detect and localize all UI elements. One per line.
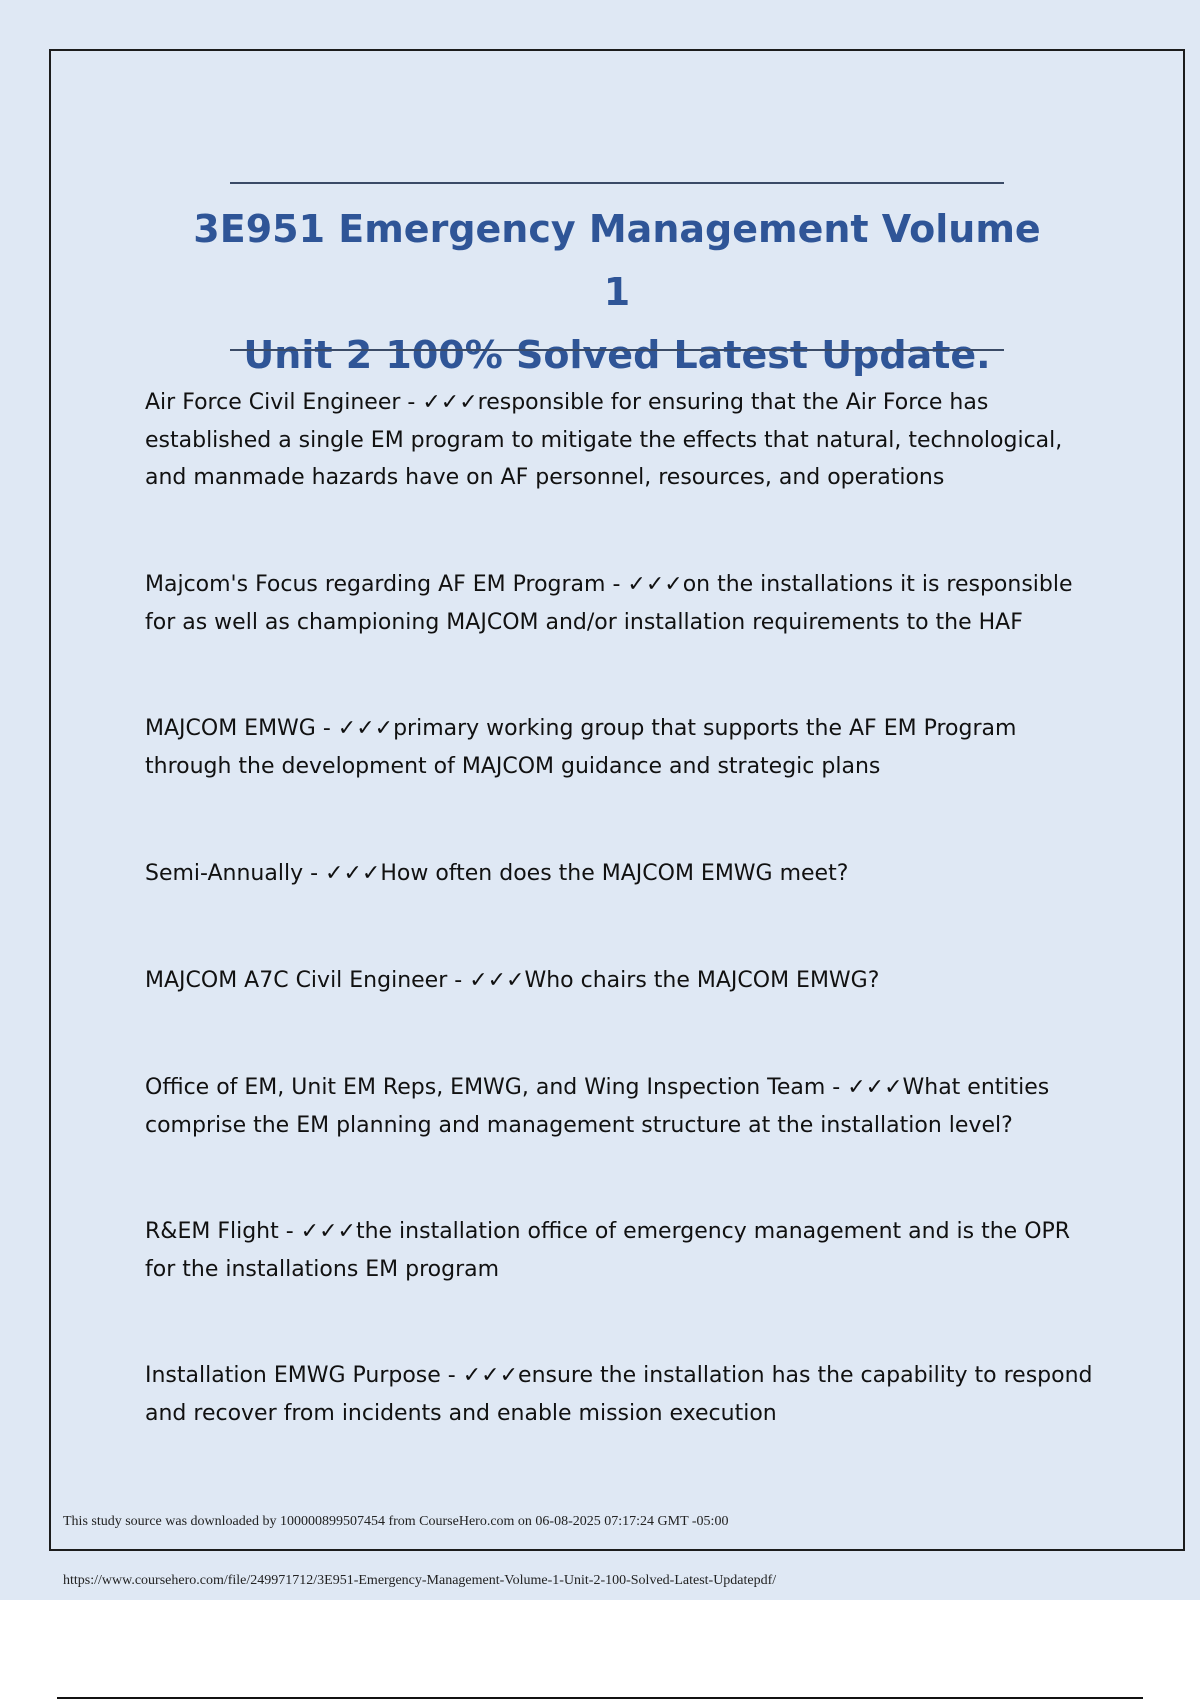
title-line-2: Unit 2 100% Solved Latest Update. [243, 333, 991, 377]
flashcard-entry: Semi-Annually - ✓✓✓How often does the MAJCOM EMWG meet? [145, 861, 849, 886]
title-top-rule [230, 182, 1004, 184]
flashcard-entry: Office of EM, Unit EM Reps, EMWG, and Wing Inspection Team - ✓✓✓What entities comprise the EM planning and management structure at the installation level? [145, 1075, 1050, 1138]
source-url: https://www.coursehero.com/file/249971712/3E951-Emergency-Management-Volume-1-Unit-2-100-Solved-Latest-Updatepdf/ [63, 1573, 777, 1588]
flashcard-entry: Installation EMWG Purpose - ✓✓✓ensure the installation has the capability to respond and recover from incidents and enable mission execution [145, 1363, 1093, 1426]
flashcard-entry: MAJCOM A7C Civil Engineer - ✓✓✓Who chairs the MAJCOM EMWG? [145, 968, 880, 993]
flashcard-entry: MAJCOM EMWG - ✓✓✓primary working group that supports the AF EM Program through the development of MAJCOM guidance and strategic plans [145, 716, 1017, 779]
title-bottom-rule [230, 349, 1004, 351]
page-bottom-rule [57, 1697, 1143, 1699]
flashcard-entry: Air Force Civil Engineer - ✓✓✓responsible for ensuring that the Air Force has established a single EM program to mitigate the effects that natural, technological, and manmade hazards have on AF personnel, resources, and operations [145, 390, 1063, 490]
document-title [180, 198, 1054, 387]
download-notice: This study source was downloaded by 100000899507454 from CourseHero.com on 06-08-2025 07:17:24 GMT -05:00 [63, 1514, 729, 1529]
title-line-1: 3E951 Emergency Management Volume 1 [193, 207, 1041, 314]
flashcard-entry: R&EM Flight - ✓✓✓the installation office of emergency management and is the OPR for the installations EM program [145, 1219, 1071, 1282]
flashcard-entry: Majcom's Focus regarding AF EM Program - ✓✓✓on the installations it is responsible for as well as championing MAJCOM and/or installation requirements to the HAF [145, 572, 1073, 635]
